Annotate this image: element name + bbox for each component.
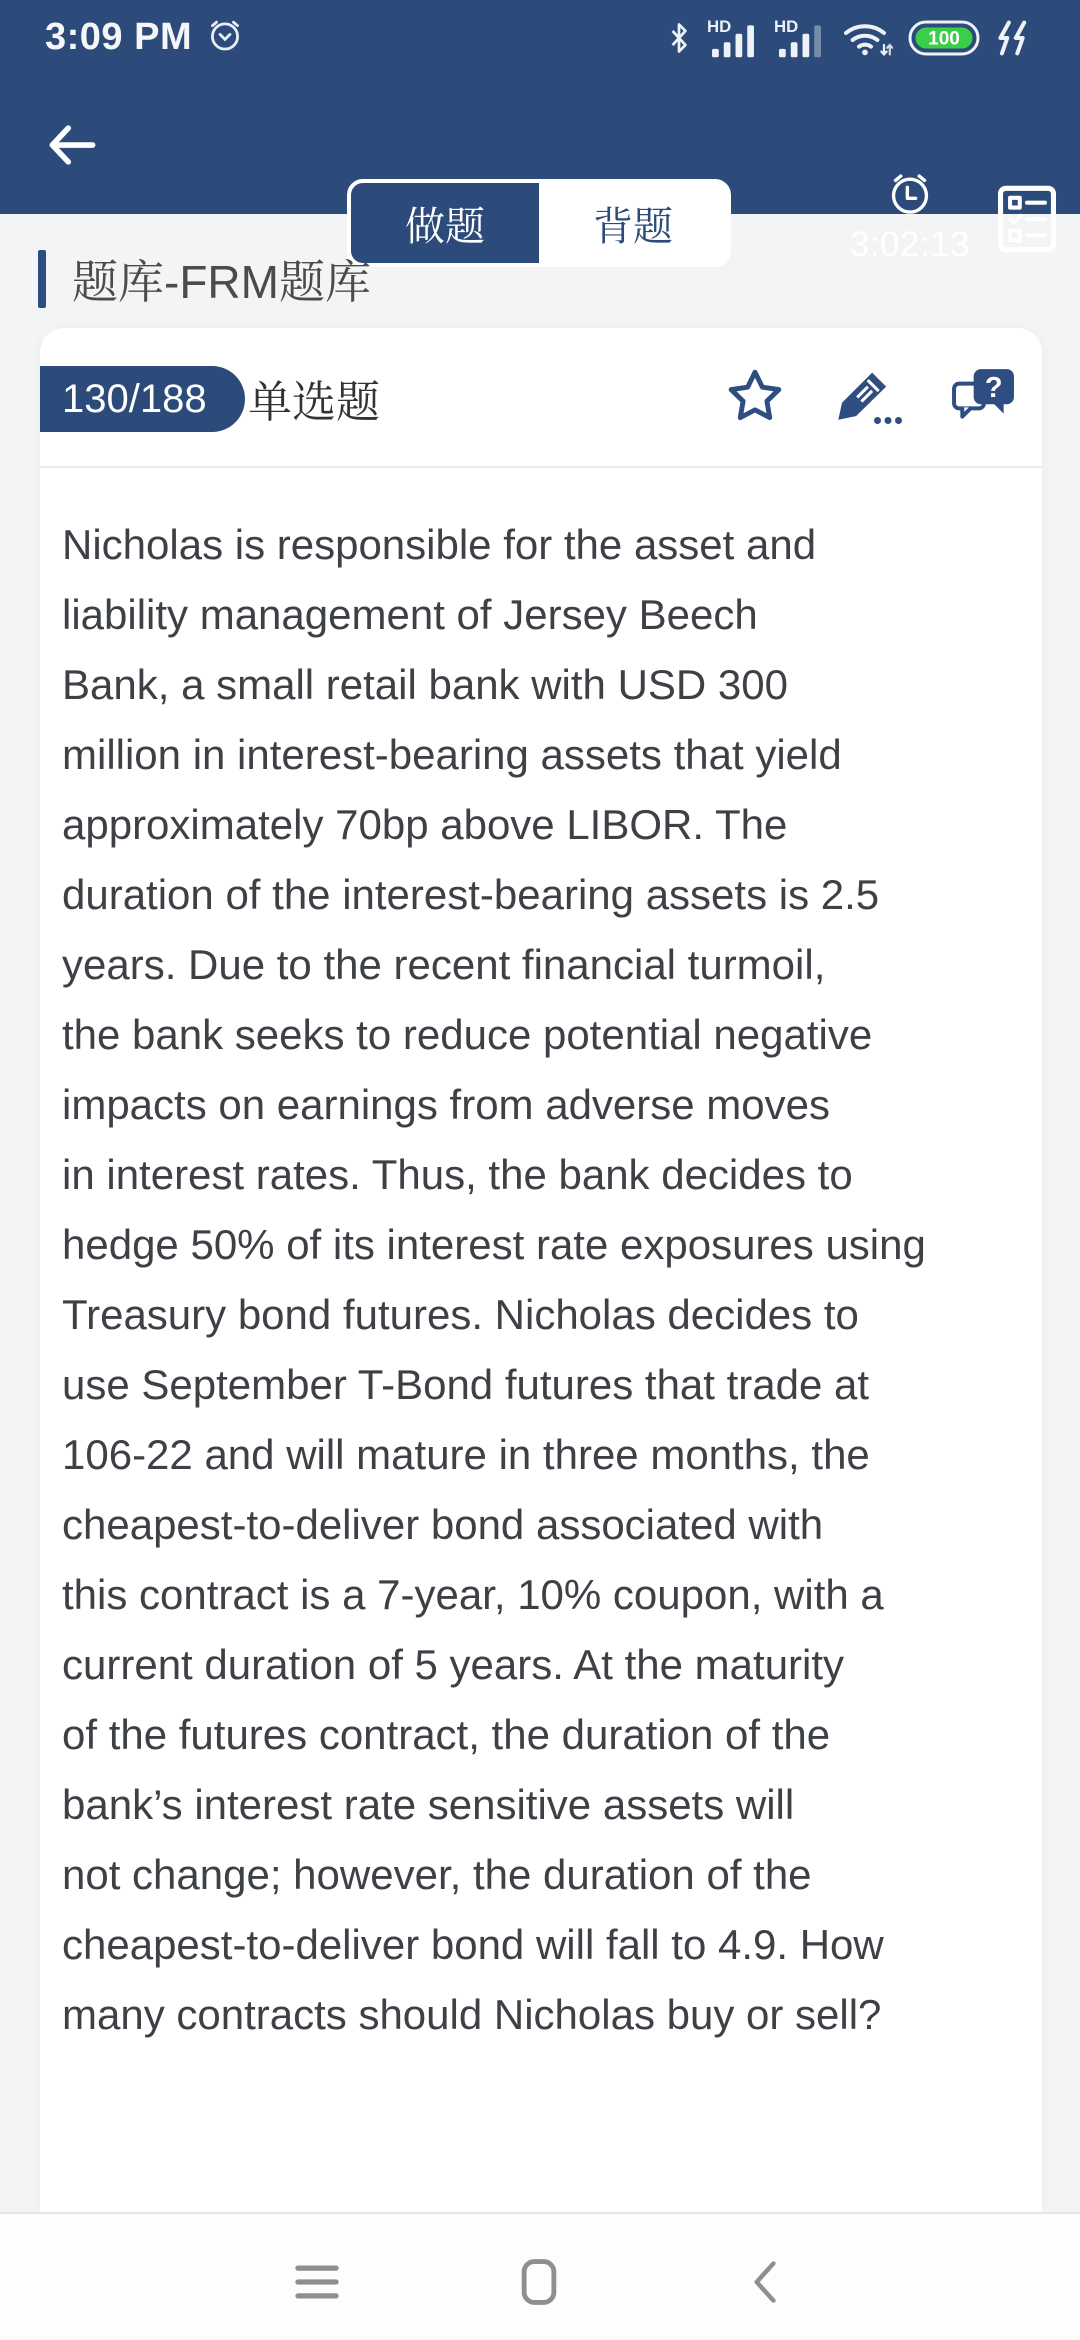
question-type-label: 单选题 [248, 378, 380, 427]
question-text-line: Bank, a small retail bank with USD 300 [62, 661, 788, 708]
question-card-header [40, 328, 1042, 468]
flash-icon [995, 19, 1035, 57]
toggle-recite-mode[interactable]: 背题 [539, 183, 727, 263]
question-text-line: impacts on earnings from adverse moves [62, 1081, 830, 1128]
question-text-line: bank’s interest rate sensitive assets will [62, 1781, 795, 1828]
hd-signal-icon-2 [774, 17, 826, 59]
hd-signal-icon-1 [707, 17, 759, 59]
svg-text:?: ? [984, 371, 1003, 404]
question-help-button[interactable] [948, 365, 1020, 432]
question-text-line: current duration of 5 years. At the maturity [62, 1641, 845, 1688]
system-menu-button[interactable] [287, 2252, 347, 2312]
system-home-button[interactable] [509, 2252, 569, 2312]
question-text-line: this contract is a 7-year, 10% coupon, with a [62, 1571, 884, 1618]
title-accent-bar [38, 250, 46, 308]
question-text-line: years. Due to the recent financial turmoil, [62, 941, 826, 988]
question-text-line: approximately 70bp above LIBOR. The [62, 801, 788, 848]
status-bar [0, 0, 1080, 75]
battery-icon [908, 19, 980, 57]
question-card [40, 328, 1042, 2212]
question-text-line: in interest rates. Thus, the bank decides to [62, 1151, 853, 1198]
svg-text:HD: HD [774, 16, 799, 36]
status-left [45, 16, 244, 59]
question-text [62, 510, 1020, 2050]
question-text-line: liability management of Jersey Beech [62, 591, 758, 638]
favorite-star-button[interactable] [724, 365, 786, 432]
system-nav-bar [0, 2212, 1080, 2340]
bluetooth-icon [666, 20, 692, 56]
wifi-icon [841, 18, 893, 58]
question-text-line: Treasury bond futures. Nicholas decides to [62, 1291, 859, 1338]
progress-badge: 130/188 [40, 366, 245, 432]
question-text-line: not change; however, the duration of the [62, 1851, 812, 1898]
system-back-button[interactable] [736, 2252, 796, 2312]
question-text-line: 106-22 and will mature in three months, the [62, 1431, 870, 1478]
battery-level-text: 100 [928, 28, 960, 49]
back-button[interactable] [42, 115, 102, 175]
timer-value: 3:02:13 [849, 225, 971, 264]
app-nav-bar [0, 75, 1080, 264]
question-text-line: cheapest-to-deliver bond associated with [62, 1501, 824, 1548]
question-text-line: of the futures contract, the duration of the [62, 1711, 831, 1758]
question-text-line: the bank seeks to reduce potential negative [62, 1011, 873, 1058]
question-actions [724, 328, 1020, 468]
section-title-row [0, 214, 1080, 328]
notes-pencil-button[interactable] [832, 365, 902, 432]
svg-text:HD: HD [707, 16, 732, 36]
question-text-line: million in interest-bearing assets that yield [62, 731, 842, 778]
toggle-practice-mode[interactable]: 做题 [351, 183, 539, 263]
page-title: 题库-FRM题库 [72, 256, 371, 308]
question-text-line: duration of the interest-bearing assets is 2.5 [62, 871, 880, 918]
alarm-icon [206, 16, 244, 59]
question-text-line: hedge 50% of its interest rate exposures using [62, 1221, 926, 1268]
question-text-line: many contracts should Nicholas buy or sell? [62, 1991, 882, 2038]
status-right [666, 17, 1035, 59]
question-text-line: Nicholas is responsible for the asset and [62, 521, 817, 568]
question-text-line: cheapest-to-deliver bond will fall to 4.9. How [62, 1921, 884, 1968]
status-time: 3:09 PM [45, 16, 193, 58]
question-text-line: use September T-Bond futures that trade at [62, 1361, 870, 1408]
